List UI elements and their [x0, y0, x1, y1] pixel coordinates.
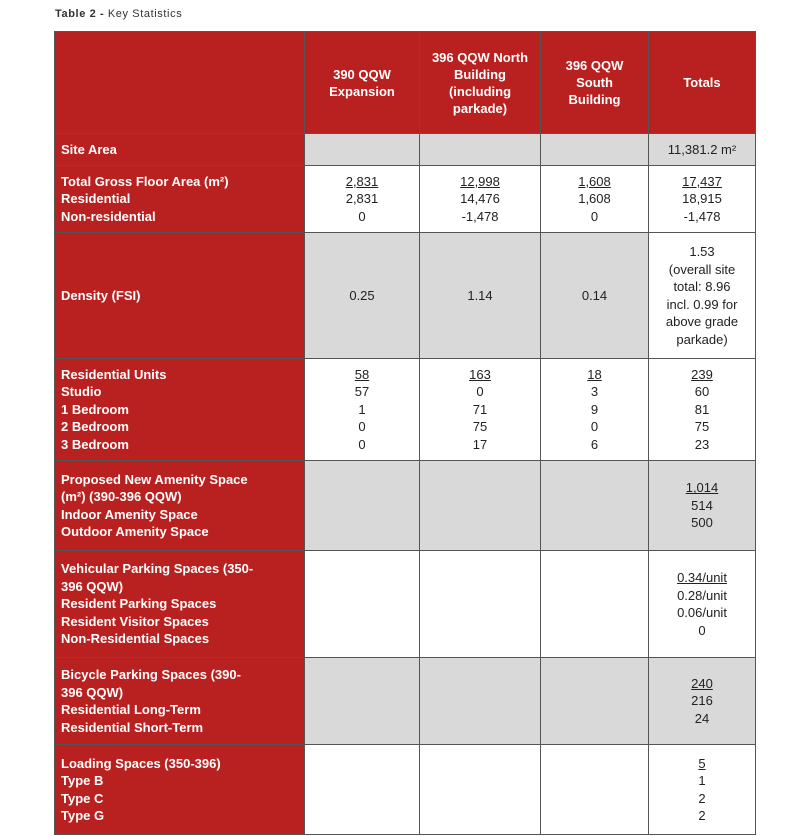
col-totals-amenity: [649, 461, 756, 551]
header-396-qqw-north: 396 QQW North Building (including parkade): [420, 32, 541, 134]
col-396-north-amenity: [420, 461, 541, 551]
row-label-line: Vehicular Parking Spaces (350-: [61, 561, 254, 577]
table-row-bicycle-parking: [55, 658, 756, 745]
row-label-line: 2 Bedroom: [61, 419, 129, 435]
cell-value: 500: [691, 515, 713, 531]
row-label-line: Loading Spaces (350-396): [61, 755, 221, 771]
cell-value: 17: [472, 436, 488, 452]
row-label-loading: [55, 745, 305, 835]
cell-value: -1,478: [461, 208, 499, 224]
col-totals-vehicle-parking: [649, 551, 756, 658]
row-label-line: Resident Parking Spaces: [61, 596, 217, 612]
cell-value: 75: [472, 419, 488, 435]
cell-value: above grade: [665, 314, 739, 329]
cell-value: 0.25: [349, 287, 375, 303]
col-totals-gfa: [649, 166, 756, 233]
row-label-line: Total Gross Floor Area (m²): [61, 173, 229, 189]
cell-value: (overall site: [668, 261, 736, 277]
cell-value: 0.14: [581, 287, 608, 303]
key-statistics-table: [54, 31, 756, 835]
table-row-amenity: [55, 461, 756, 551]
cell-value: 24: [694, 710, 710, 726]
cell-value: 1,608: [578, 173, 611, 189]
row-label-line: Studio: [61, 384, 102, 400]
col-396-north-density: [420, 233, 541, 359]
table-row-units: [55, 359, 756, 461]
col-396-south-site-area: [541, 134, 649, 166]
cell-value: 0: [698, 622, 706, 638]
table-row-density: [55, 233, 756, 359]
cell-value: -1,478: [683, 208, 721, 224]
row-label-line: Residential: [61, 191, 131, 207]
col-390-expansion-density: [305, 233, 420, 359]
row-label-line: Density (FSI): [61, 287, 141, 303]
col-396-south-density: [541, 233, 649, 359]
cell-value: 1,014: [685, 480, 719, 496]
cell-value: 514: [691, 497, 713, 513]
col-totals-bicycle-parking: [649, 658, 756, 745]
header-390-qqw-expansion: 390 QQW Expansion: [305, 32, 420, 134]
row-label-line: Residential Long-Term: [61, 702, 201, 717]
col-396-north-site-area: [420, 134, 541, 166]
caption-title: Key Statistics: [107, 8, 183, 20]
cell-value: 0: [590, 208, 599, 224]
cell-value: incl. 0.99 for: [666, 296, 738, 312]
cell-value: 0: [358, 436, 366, 452]
col-396-north-gfa: [420, 166, 541, 233]
col-396-south-loading: [541, 745, 649, 835]
col-totals-loading: [649, 745, 756, 835]
row-label-line: 396 QQW): [61, 684, 124, 700]
row-label-line: Type C: [61, 790, 104, 806]
row-label-line: Outdoor Amenity Space: [61, 524, 209, 539]
row-label-vehicle-parking: [55, 551, 305, 658]
row-label-density: [55, 233, 305, 359]
cell-value: 0: [358, 419, 366, 435]
cell-value: 17,437: [682, 173, 722, 189]
col-396-south-units: [541, 359, 649, 461]
cell-value: 9: [590, 401, 599, 417]
cell-value: 60: [694, 384, 710, 400]
cell-value: 2,831: [345, 191, 379, 207]
cell-value: 11,381.2 m²: [667, 141, 737, 157]
col-390-expansion-gfa: [305, 166, 420, 233]
row-label-line: Non-Residential Spaces: [61, 631, 210, 647]
row-label-line: Indoor Amenity Space: [61, 506, 198, 522]
cell-value: 12,998: [460, 173, 500, 189]
cell-value: 239: [691, 366, 713, 382]
col-totals-density: [649, 233, 756, 359]
cell-value: 0.28/unit: [677, 587, 727, 603]
col-396-north-units: [420, 359, 541, 461]
table-row-loading: [55, 745, 756, 835]
row-label-line: Type B: [61, 773, 104, 788]
col-396-north-loading: [420, 745, 541, 835]
cell-value: 75: [694, 419, 710, 435]
cell-value: 58: [354, 366, 370, 382]
cell-value: 2: [698, 790, 706, 806]
cell-value: 216: [691, 693, 713, 709]
row-label-line: 396 QQW): [61, 578, 124, 594]
cell-value: total: 8.96: [673, 279, 731, 294]
cell-value: 5: [698, 755, 706, 771]
row-label-site-area: [55, 134, 305, 166]
cell-value: 1.14: [467, 287, 493, 303]
cell-value: 1: [358, 401, 366, 417]
cell-value: 0: [358, 208, 366, 224]
header-blank: [55, 32, 305, 134]
col-396-north-vehicle-parking: [420, 551, 541, 658]
table-caption: [55, 8, 182, 20]
row-label-line: Residential Short-Term: [61, 719, 204, 735]
cell-value: 1,608: [578, 191, 611, 207]
col-totals-site-area: [649, 134, 756, 166]
row-label-amenity: [55, 461, 305, 551]
cell-value: 18: [587, 366, 602, 382]
col-396-south-amenity: [541, 461, 649, 551]
row-label-units: [55, 359, 305, 461]
cell-value: 6: [590, 436, 599, 452]
cell-value: 1.53: [689, 244, 715, 259]
caption-prefix: Table 2 -: [55, 8, 105, 20]
row-label-line: Resident Visitor Spaces: [61, 613, 209, 629]
cell-value: 0: [590, 419, 599, 435]
col-396-south-vehicle-parking: [541, 551, 649, 658]
cell-value: 3: [590, 384, 599, 400]
row-label-line: 1 Bedroom: [61, 401, 129, 417]
col-390-expansion-units: [305, 359, 420, 461]
row-label-line: Non-residential: [61, 208, 156, 224]
col-396-north-bicycle-parking: [420, 658, 541, 745]
col-390-expansion-amenity: [305, 461, 420, 551]
cell-value: 0.34/unit: [677, 570, 727, 585]
row-label-line: (m²) (390-396 QQW): [61, 489, 182, 504]
cell-value: parkade): [676, 331, 728, 347]
header-totals: Totals: [649, 32, 756, 134]
col-396-south-gfa: [541, 166, 649, 233]
row-label-line: Type G: [61, 808, 105, 823]
cell-value: 71: [472, 401, 488, 417]
cell-value: 23: [694, 436, 710, 452]
cell-value: 14,476: [460, 191, 500, 207]
col-390-expansion-vehicle-parking: [305, 551, 420, 658]
col-390-expansion-bicycle-parking: [305, 658, 420, 745]
cell-value: 81: [694, 401, 710, 417]
row-label-gfa: [55, 166, 305, 233]
col-390-expansion-site-area: [305, 134, 420, 166]
header-row: [55, 32, 756, 134]
cell-value: 0: [476, 384, 484, 400]
row-label-line: Site Area: [61, 141, 117, 157]
header-396-qqw-south: 396 QQW South Building: [541, 32, 649, 134]
cell-value: 163: [469, 366, 491, 382]
cell-value: 18,915: [682, 191, 722, 207]
row-label-line: Bicycle Parking Spaces (390-: [61, 667, 241, 682]
row-label-line: Residential Units: [61, 366, 167, 382]
table-row-vehicle-parking: [55, 551, 756, 658]
table-row-gfa: [55, 166, 756, 233]
cell-value: 1: [698, 773, 706, 788]
col-396-south-bicycle-parking: [541, 658, 649, 745]
col-totals-units: [649, 359, 756, 461]
col-390-expansion-loading: [305, 745, 420, 835]
table-row-site-area: [55, 134, 756, 166]
row-label-line: 3 Bedroom: [61, 436, 129, 452]
row-label-line: Proposed New Amenity Space: [61, 471, 248, 487]
cell-value: 2,831: [345, 173, 379, 189]
cell-value: 2: [698, 808, 706, 823]
row-label-bicycle-parking: [55, 658, 305, 745]
cell-value: 57: [354, 384, 370, 400]
cell-value: 240: [691, 675, 713, 691]
cell-value: 0.06/unit: [677, 605, 727, 620]
